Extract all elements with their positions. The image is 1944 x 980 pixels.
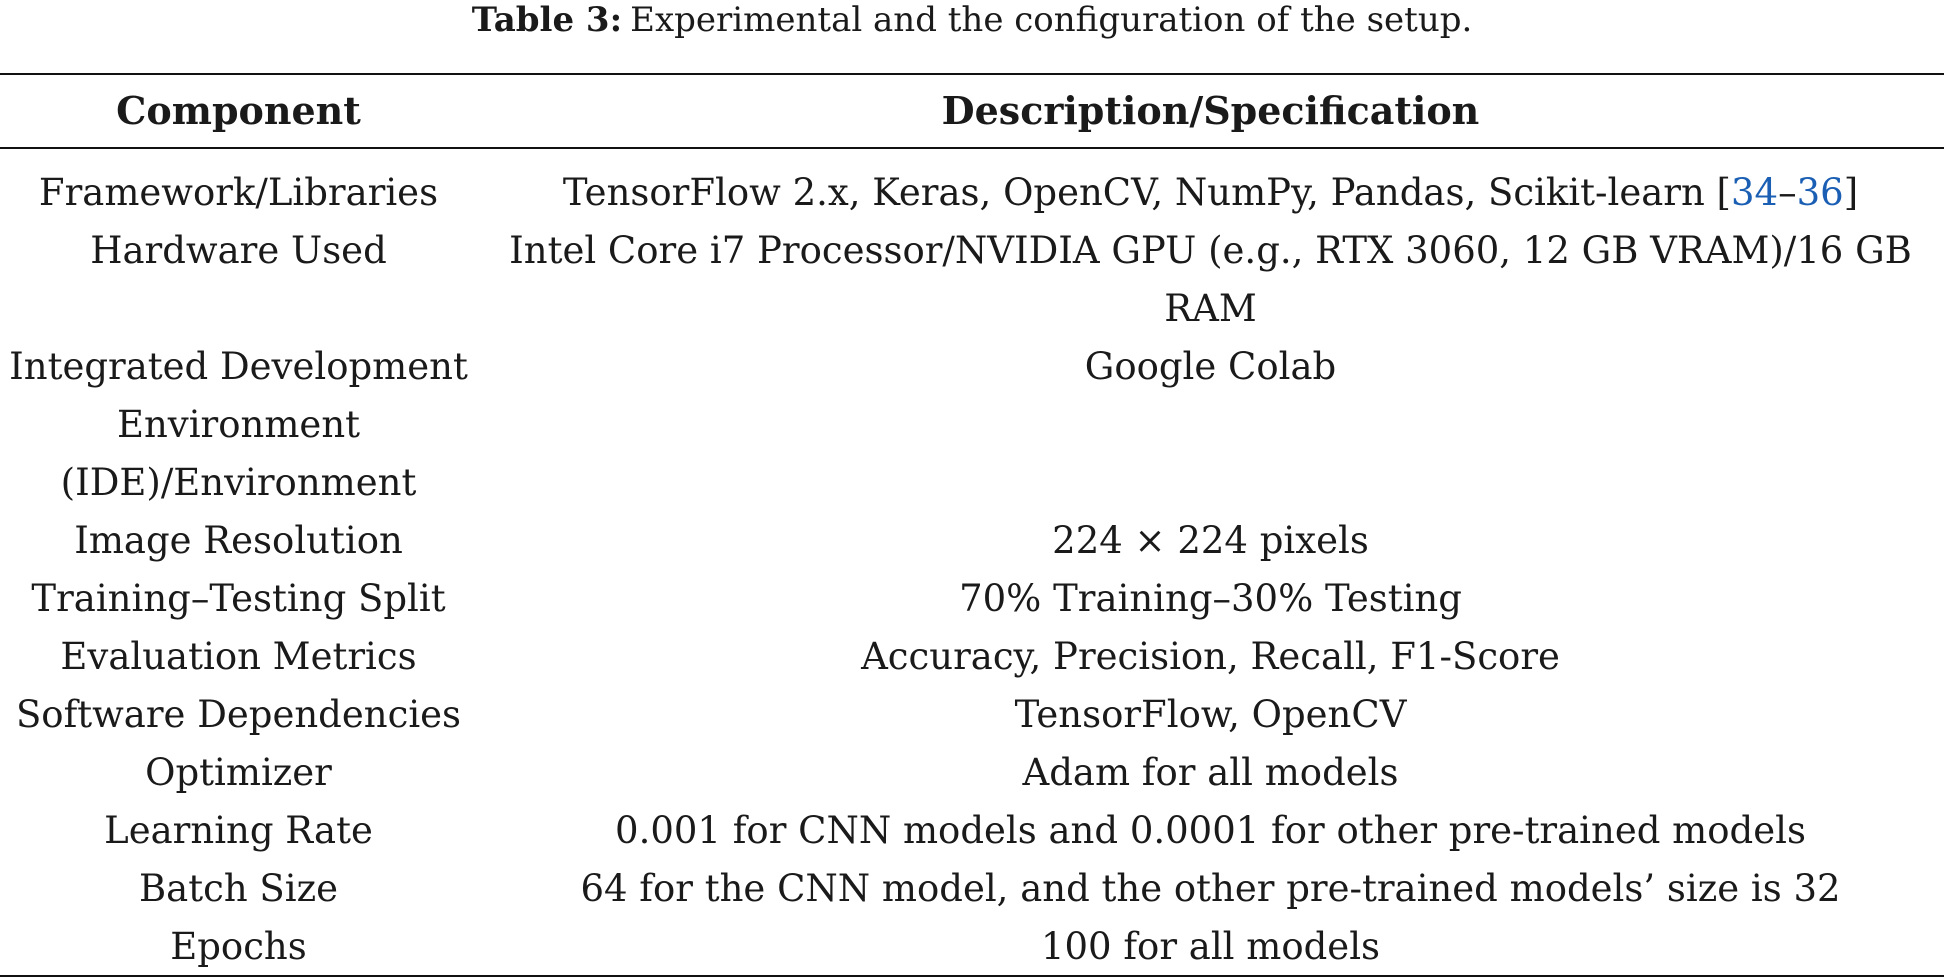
citation-dash: – — [1778, 171, 1797, 214]
cell-description-text: TensorFlow 2.x, Keras, OpenCV, NumPy, Pandas, Scikit-learn [ — [562, 171, 1731, 214]
cell-description: 0.001 for CNN models and 0.0001 for other pre-trained models — [615, 809, 1806, 852]
cell-component: Optimizer — [145, 751, 332, 794]
table-caption-text: Experimental and the configuration of the setup. — [630, 0, 1473, 40]
table-row — [0, 860, 1944, 918]
cell-component: Training–Testing Split — [31, 577, 446, 620]
column-header-description: Description/Specification — [941, 88, 1480, 133]
table-row — [0, 512, 1944, 570]
cell-component: Integrated Development Environment (IDE)/Environment — [9, 345, 468, 504]
cell-component: Image Resolution — [74, 519, 403, 562]
table-top-rule — [0, 73, 1944, 75]
column-header-component: Component — [116, 88, 361, 133]
table-caption-label: Table 3: — [471, 0, 623, 40]
cell-description: Intel Core i7 Processor/NVIDIA GPU (e.g., RTX 3060, 12 GB VRAM)/16 GB RAM — [509, 229, 1912, 330]
citation-link-start[interactable]: 34 — [1731, 171, 1779, 214]
table-row — [0, 744, 1944, 802]
table-row — [0, 570, 1944, 628]
table-row — [0, 802, 1944, 860]
cell-description: Adam for all models — [1022, 751, 1399, 794]
cell-component: Epochs — [170, 925, 307, 968]
table-row — [0, 338, 1944, 512]
citation-link-end[interactable]: 36 — [1796, 171, 1844, 214]
cell-description — [477, 156, 1944, 222]
cell-description: 70% Training–30% Testing — [959, 577, 1462, 620]
cell-description: Accuracy, Precision, Recall, F1-Score — [861, 635, 1560, 678]
cell-description: 64 for the CNN model, and the other pre-trained models’ size is 32 — [580, 867, 1841, 910]
cell-component: Evaluation Metrics — [60, 635, 417, 678]
citation-bracket-close: ] — [1843, 171, 1859, 214]
cell-component: Learning Rate — [104, 809, 373, 852]
table-row — [0, 222, 1944, 338]
cell-description: Google Colab — [1084, 345, 1337, 388]
table-header-row — [0, 82, 1944, 156]
specification-table — [0, 82, 1944, 976]
cell-component: Framework/Libraries — [38, 171, 439, 214]
table-caption — [0, 0, 1944, 40]
table-row — [0, 156, 1944, 222]
table-row — [0, 686, 1944, 744]
cell-description: 100 for all models — [1040, 925, 1381, 968]
cell-component: Batch Size — [138, 867, 338, 910]
table-row — [0, 628, 1944, 686]
cell-description: 224 × 224 pixels — [1052, 519, 1369, 562]
cell-component: Hardware Used — [90, 229, 387, 272]
cell-component: Software Dependencies — [15, 693, 462, 736]
cell-description: TensorFlow, OpenCV — [1014, 693, 1407, 736]
table-row — [0, 918, 1944, 976]
